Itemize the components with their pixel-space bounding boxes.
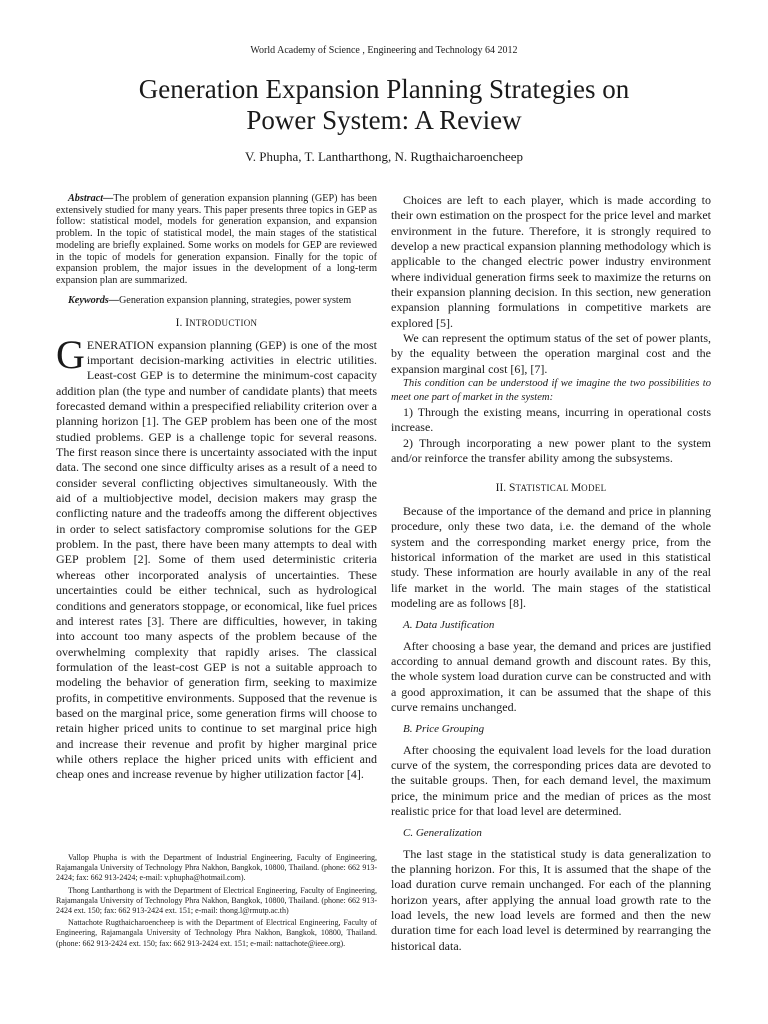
paragraph: We can represent the optimum status of the set of power plants, by the equality between the operation marginal cost and the expansion marginal cost [6], [7]. bbox=[391, 331, 711, 376]
keywords-label: Keywords— bbox=[68, 294, 119, 306]
journal-header: World Academy of Science , Engineering and Technology 64 2012 bbox=[250, 45, 518, 56]
paragraph: The last stage in the statistical study is data generalization to the planning horizon. For this, It is assumed that the shape of the load duration curve remain unchanged. For each of the planning horizon years, after applying the annual load growth rate to the load levels, the new load levels are formed and then the new duration time for each load level is determined by rearranging the historical data. bbox=[391, 846, 711, 953]
title-line-1: Generation Expansion Planning Strategies on bbox=[138, 74, 630, 104]
keywords bbox=[56, 295, 377, 307]
list-item: 2) Through incorporating a new power plant to the system and/or reinforce the transfer ability among the subsystems. bbox=[391, 435, 711, 466]
list-item: 1) Through the existing means, incurring in operational costs increase. bbox=[391, 405, 711, 435]
subsection-heading: A. Data Justification bbox=[403, 619, 495, 632]
keywords-text: Generation expansion planning, strategies, power system bbox=[118, 294, 352, 306]
paragraph: After choosing a base year, the demand and prices are justified according to annual demand growth and discount rates. By this, the whole system load duration curve can be constructed and with a good approximation, it can be assumed that the shape of this curve remains unchanged. bbox=[391, 638, 711, 714]
subsection-heading: C. Generalization bbox=[403, 827, 482, 840]
paper-title bbox=[40, 74, 728, 136]
right-column bbox=[391, 193, 711, 954]
introduction-text: ENERATION expansion planning (GEP) is one of the most important decision-marking activities in electric utilities. Least-cost GEP is to determine the minimum-cost capacity addition plan (the type and number of candidate plants) that meets forecasted demand within a prespecified reliability criterion over a planning horizon [1]. The GEP problem has been one of the most studied problems. GEP is a challenge topic for several reasons. The first reason since there is uncertainty associated with the input data. The second one since difficulty arises as a result of a need to consider several conflicting objectives simultaneously. With the aid of a multiobjective model, decision makers may grasp the conflicting nature and the tradeoffs among the different objectives in order to select satisfactory compromise solutions for the GEP problem. In the past, there have been many attempts to deal with GEP problem [2]. Some of them used deterministic criteria whereas other incorporated analysis of uncertainties. These uncertainties could be either technical, such as hydrological conditions and generators stoppage, or economical, like fuel prices and interest rates [3]. There are difficulties, however, in taking into account too many aspects of the problem because of the overwhelming complexity that rapidly arises. The classical formulation of the least-cost GEP is not a suitable approach to modeling the behavior of generation firm, seeking to maximize profits, in competitive environments. Supposed that the revenue is based on the marginal price, some generation firms will choose to retain higher priced units to continue to set marginal price high and increase their revenue and profit by higher marginal price while others replace the higher priced units with efficient and cheap ones and increase revenue by higher utilization factor [4]. bbox=[56, 337, 377, 782]
section-title: NTRODUCTION bbox=[189, 318, 258, 329]
section-number: I. I bbox=[175, 317, 190, 330]
author-footnotes bbox=[56, 853, 377, 951]
left-column bbox=[56, 193, 377, 783]
section-title-part: TATISTICAL bbox=[515, 482, 571, 493]
author-list: V. Phupha, T. Lantharthong, N. Rugthaicharoencheep bbox=[245, 149, 523, 164]
footnote: Vallop Phupha is with the Department of Industrial Engineering, Faculty of Engineering, Rajamangala University of Technology Phra Nakhon, Bangkok, 10800, Thailand. (phone: 662 913-2424; fax: 662 913-2424; e-mail: v.phupha@hotmail.com). bbox=[56, 853, 377, 883]
abstract bbox=[56, 193, 377, 287]
section-title-part: ODEL bbox=[581, 482, 607, 493]
abstract-text: The problem of generation expansion planning (GEP) has been extensively studied for many years. This paper presents three topics in GEP as follow: statistical model, models for generation expansion, and expansion problem. In the topic of statistical model, the main stages of the statistical modeling are briefly explained. Some works on models for GEP are reviewed in the topic of models for generation expansion. Finally for the topic of expansion problem, the major issues in the development of a long-term expansion plan are summarized. bbox=[56, 193, 377, 286]
italic-note: This condition can be understood if we imagine the two possibilities to meet one part of market in the system: bbox=[391, 378, 711, 404]
section-heading-introduction bbox=[56, 316, 377, 331]
section-number: II. S bbox=[495, 481, 516, 494]
section-heading-statistical-model bbox=[391, 481, 711, 496]
subsection-heading: B. Price Grouping bbox=[403, 723, 485, 736]
section-title-part: M bbox=[570, 481, 582, 494]
paragraph: After choosing the equivalent load levels for the load duration curve of the system, the corresponding prices data are devoted to the suitable groups. Then, for each demand level, the maximum price, the minimum price and the median of prices as the most realistic price for that load level are determined. bbox=[391, 742, 711, 819]
title-line-2: Power System: A Review bbox=[246, 105, 522, 135]
footnote: Nattachote Rugthaicharoencheep is with the Department of Electrical Engineering, Faculty of Engineering, Rajamangala University of Technology Phra Nakhon, Bangkok, 10800, Thailand. (phone: 662 913-2424 ext. 150; fax: 662 913-2424 ext. 151; e-mail: nattachote@ieee.org). bbox=[56, 918, 377, 948]
abstract-label: Abstract— bbox=[68, 193, 114, 204]
introduction-paragraph bbox=[56, 331, 377, 783]
footnote: Thong Lantharthong is with the Department of Electrical Engineering, Faculty of Engineering, Rajamangala University of Technology Phra Nakhon, Bangkok, 10800, Thailand. (phone: 662 913-2424 ext. 150; fax: 662 913-2424 ext. 151; e-mail: thong.l@rmutp.ac.th) bbox=[56, 885, 377, 916]
drop-cap: G bbox=[56, 331, 85, 377]
paragraph: Choices are left to each player, which is made according to their own estimation on the prospect for the price level and market environment in the future. Therefore, it is strongly required to develop a new practical expansion planning methodology which is applicable to the changed electric power industry environment where individual generation firms seek to maximize the returns on their expansion planning decision. In this section, new generation expansion planning formulations in competitive markets are explored [5]. bbox=[391, 193, 711, 330]
paragraph: Because of the importance of the demand and price in planning procedure, only these two data, i.e. the demand of the whole system and the corresponding market energy price, from the historical information of the market are used in this statistical study. These information are hourly available in any of the real life market in the world. The main stages of the statistical modeling are as follows [8]. bbox=[391, 503, 711, 610]
